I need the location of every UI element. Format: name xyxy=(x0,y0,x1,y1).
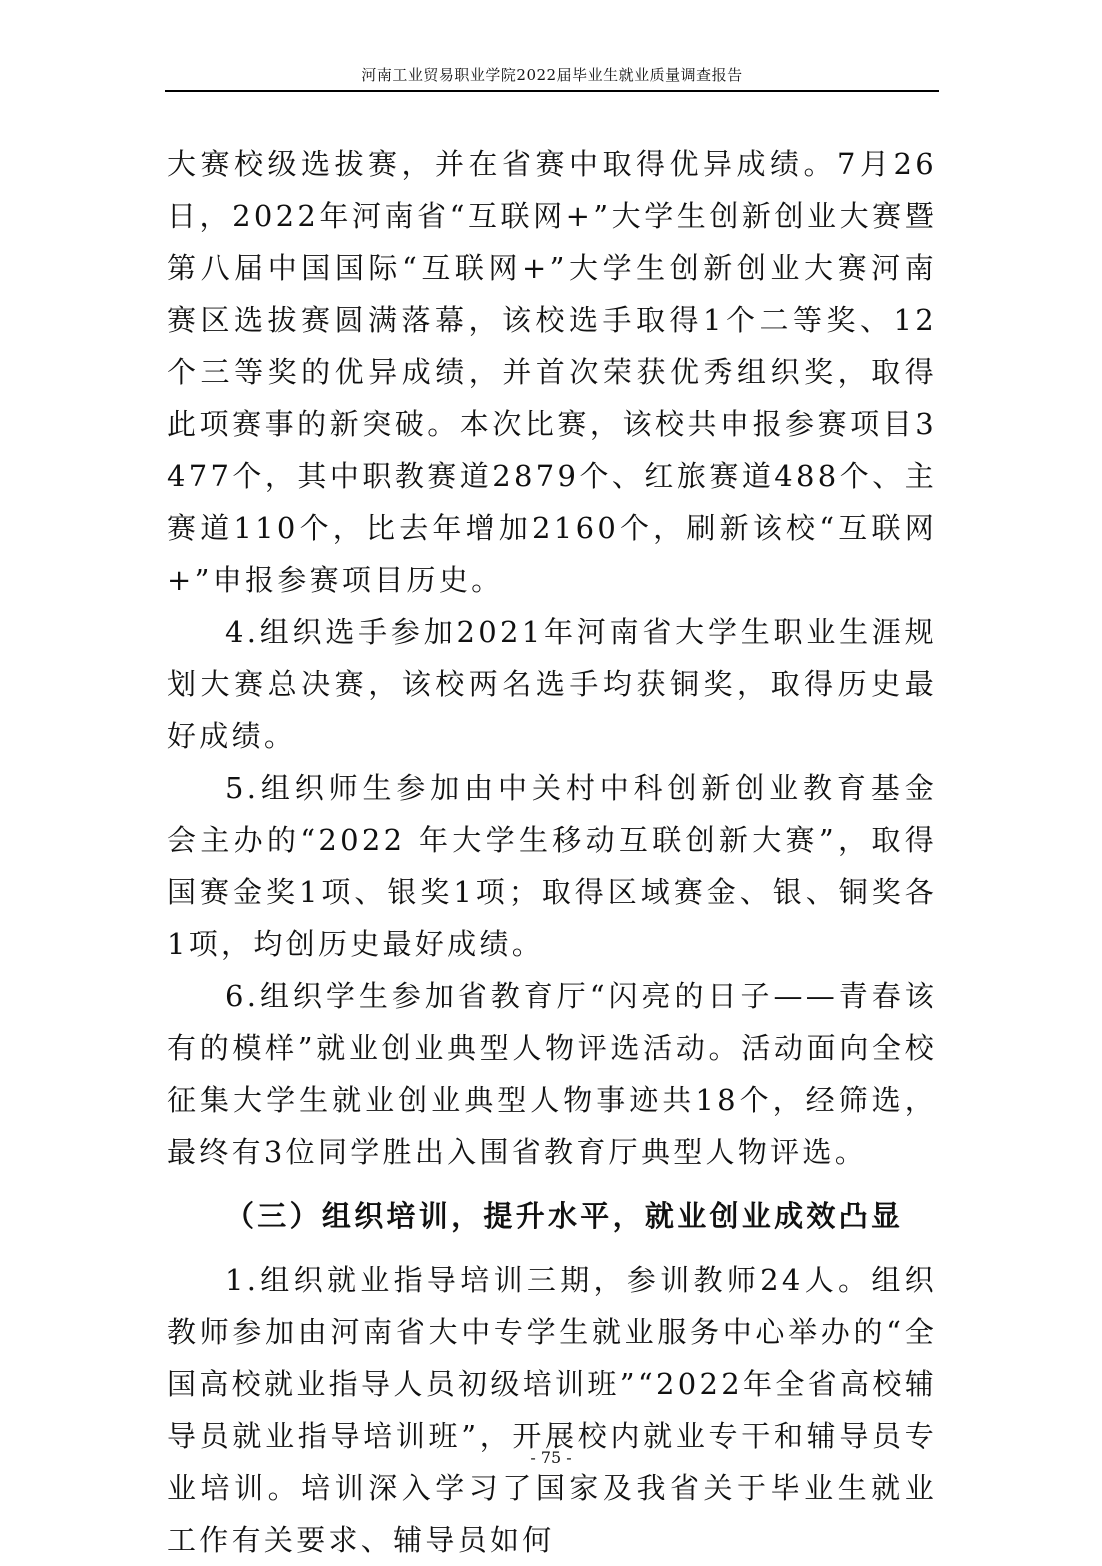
page-header xyxy=(165,62,939,92)
paragraph-training-item-1: 1.组织就业指导培训三期，参训教师24人。组织教师参加由河南省大中专学生就业服务中心举办的“全国高校就业指导人员初级培训班”“2022年全省高校辅导员就业指导培训班”，开展校内就业专干和辅导员专业培训。培训深入学习了国家及我省关于毕业生就业工作有关要求、辅导员如何 xyxy=(167,1263,937,1557)
document-body xyxy=(167,138,937,1566)
paragraph-item-4: 4.组织选手参加2021年河南省大学生职业生涯规划大赛总决赛，该校两名选手均获铜奖，取得历史最好成绩。 xyxy=(167,615,937,753)
paragraph-item-5: 5.组织师生参加由中关村中科创新创业教育基金会主办的“2022 年大学生移动互联创新大赛”，取得国赛金奖1项、银奖1项；取得区域赛金、银、铜奖各1项，均创历史最好成绩。 xyxy=(167,771,937,961)
paragraph-competition-results: 大赛校级选拔赛，并在省赛中取得优异成绩。7月26日，2022年河南省“互联网+”大学生创新创业大赛暨第八届中国国际“互联网+”大学生创新创业大赛河南赛区选拔赛圆满落幕，该校选手取得1个二等奖、12个三等奖的优异成绩，并首次荣获优秀组织奖，取得此项赛事的新突破。本次比赛，该校共申报参赛项目3477个，其中职教赛道2879个、红旅赛道488个、主赛道110个，比去年增加2160个，刷新该校“互联网+”申报参赛项目历史。 xyxy=(167,147,937,597)
paragraph-item-6: 6.组织学生参加省教育厅“闪亮的日子——青春该有的模样”就业创业典型人物评选活动。活动面向全校征集大学生就业创业典型人物事迹共18个，经筛选，最终有3位同学胜出入围省教育厅典型人物评选。 xyxy=(167,979,937,1169)
section-heading-training: （三）组织培训，提升水平，就业创业成效凸显 xyxy=(225,1199,904,1233)
report-title: 河南工业贸易职业学院2022届毕业生就业质量调查报告 xyxy=(361,66,743,84)
page-footer xyxy=(0,1446,1102,1470)
page-number: - 75 - xyxy=(530,1448,572,1467)
